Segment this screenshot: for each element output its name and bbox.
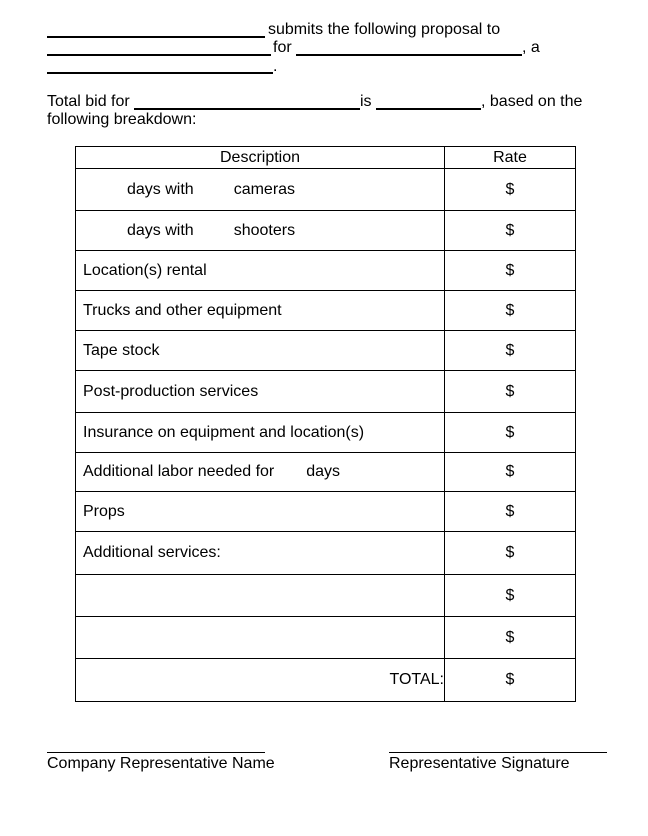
table-row: [76, 532, 576, 575]
description-cell[interactable]: Trucks and other equipment: [76, 291, 445, 331]
rep-signature-label: Representative Signature: [389, 755, 570, 772]
table-row: [76, 211, 576, 251]
project-type-blank[interactable]: [47, 72, 273, 74]
rate-cell[interactable]: $: [445, 211, 576, 251]
rate-cell[interactable]: $: [445, 291, 576, 331]
shooters-label: shooters: [233, 221, 296, 239]
description-cell[interactable]: [76, 211, 445, 251]
rate-cell[interactable]: $: [445, 251, 576, 291]
rate-cell[interactable]: $: [445, 371, 576, 413]
rate-cell[interactable]: $: [445, 492, 576, 532]
description-cell[interactable]: [76, 575, 445, 617]
bid-is-text: is: [360, 93, 372, 110]
project-blank[interactable]: [296, 54, 522, 56]
description-cell[interactable]: Tape stock: [76, 331, 445, 371]
total-bid-prefix: Total bid for: [47, 93, 130, 110]
total-row: [76, 659, 576, 702]
total-rate-cell[interactable]: $: [445, 659, 576, 702]
rate-cell[interactable]: $: [445, 169, 576, 211]
rate-cell[interactable]: $: [445, 453, 576, 492]
table-row: [76, 291, 576, 331]
description-cell[interactable]: Post-production services: [76, 371, 445, 413]
bid-amount-blank[interactable]: [376, 108, 481, 110]
table-row: [76, 413, 576, 453]
header-description: Description: [76, 147, 445, 169]
table-row: [76, 331, 576, 371]
additional-labor-label: Additional labor needed for: [83, 463, 275, 480]
description-cell[interactable]: Location(s) rental: [76, 251, 445, 291]
table-row: [76, 371, 576, 413]
description-cell[interactable]: Insurance on equipment and location(s): [76, 413, 445, 453]
rate-cell[interactable]: $: [445, 413, 576, 453]
table-row: [76, 617, 576, 659]
rep-name-line[interactable]: [47, 752, 265, 753]
table-header-row: [76, 147, 576, 169]
description-cell[interactable]: [76, 169, 445, 211]
rate-cell[interactable]: $: [445, 331, 576, 371]
table-row: [76, 169, 576, 211]
submits-proposal-text: submits the following proposal to: [268, 21, 501, 38]
recipient-blank[interactable]: [47, 54, 271, 56]
rep-signature-line[interactable]: [389, 752, 607, 753]
description-cell[interactable]: Props: [76, 492, 445, 532]
table-row: [76, 453, 576, 492]
table-row: [76, 251, 576, 291]
breakdown-table: [75, 146, 576, 702]
a-text: , a: [522, 39, 540, 56]
company-name-blank[interactable]: [47, 36, 265, 38]
rate-cell[interactable]: $: [445, 575, 576, 617]
bid-line2: following breakdown:: [47, 111, 197, 128]
total-label: TOTAL:: [76, 659, 445, 702]
for-text: for: [273, 39, 292, 56]
cameras-label: cameras: [233, 180, 296, 198]
table-row: [76, 492, 576, 532]
table-row: [76, 575, 576, 617]
labor-days-label: days: [306, 463, 341, 480]
bid-project-blank[interactable]: [134, 108, 360, 110]
rate-cell[interactable]: $: [445, 532, 576, 575]
period-text: .: [273, 58, 278, 75]
header-rate: Rate: [445, 147, 576, 169]
rep-name-label: Company Representative Name: [47, 755, 275, 772]
description-cell[interactable]: [76, 453, 445, 492]
description-cell[interactable]: Additional services:: [76, 532, 445, 575]
days-with-label: days with: [127, 221, 194, 239]
days-with-label: days with: [127, 180, 194, 198]
rate-cell[interactable]: $: [445, 617, 576, 659]
description-cell[interactable]: [76, 617, 445, 659]
bid-suffix: , based on the: [481, 93, 583, 110]
